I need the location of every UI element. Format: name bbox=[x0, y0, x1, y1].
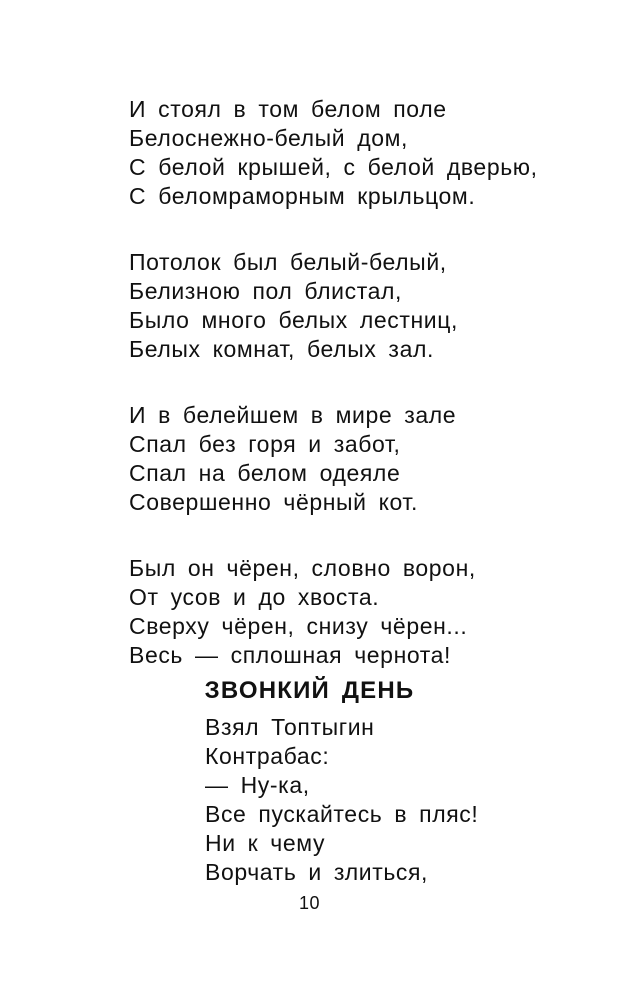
poem-title: ЗВОНКИЙ ДЕНЬ bbox=[204, 677, 415, 704]
poem-line: Ворчать и злиться, bbox=[205, 859, 429, 885]
poem-line: Был он чёрен, словно ворон, bbox=[129, 555, 476, 581]
poem-line: И стоял в том белом поле bbox=[129, 96, 447, 122]
poem-line: Спал без горя и забот, bbox=[129, 431, 401, 457]
poem-line: Все пускайтесь в пляс! bbox=[205, 801, 479, 827]
stanza-2 bbox=[129, 248, 589, 364]
poem-line: Белизною пол блистал, bbox=[129, 278, 403, 304]
poem-line: Совершенно чёрный кот. bbox=[129, 489, 418, 515]
page-number: 10 bbox=[298, 893, 321, 913]
second-poem-text bbox=[205, 713, 585, 887]
poem-line: И в белейшем в мире зале bbox=[129, 402, 457, 428]
poem-line: Взял Топтыгин bbox=[205, 714, 375, 740]
poem-line: С белой крышей, с белой дверью, bbox=[129, 154, 538, 180]
poem-line: Сверху чёрен, снизу чёрен... bbox=[129, 613, 468, 639]
poem-line: Белых комнат, белых зал. bbox=[129, 336, 434, 362]
poem-line: Спал на белом одеяле bbox=[129, 460, 401, 486]
poem-line: Ни к чему bbox=[205, 830, 326, 856]
poem-line: С беломраморным крыльцом. bbox=[129, 183, 476, 209]
poem-line: Контрабас: bbox=[205, 743, 330, 769]
poem-line: От усов и до хвоста. bbox=[129, 584, 380, 610]
poem-line: Белоснежно-белый дом, bbox=[129, 125, 409, 151]
poem-text bbox=[129, 95, 589, 707]
poem-line: Потолок был белый-белый, bbox=[129, 249, 447, 275]
poem-line: Было много белых лестниц, bbox=[129, 307, 458, 333]
stanza-1 bbox=[129, 95, 589, 211]
poem-line: Весь — сплошная чернота! bbox=[129, 642, 452, 668]
stanza-4 bbox=[129, 554, 589, 670]
stanza-3 bbox=[129, 401, 589, 517]
poem-line: — Ну-ка, bbox=[205, 772, 310, 798]
